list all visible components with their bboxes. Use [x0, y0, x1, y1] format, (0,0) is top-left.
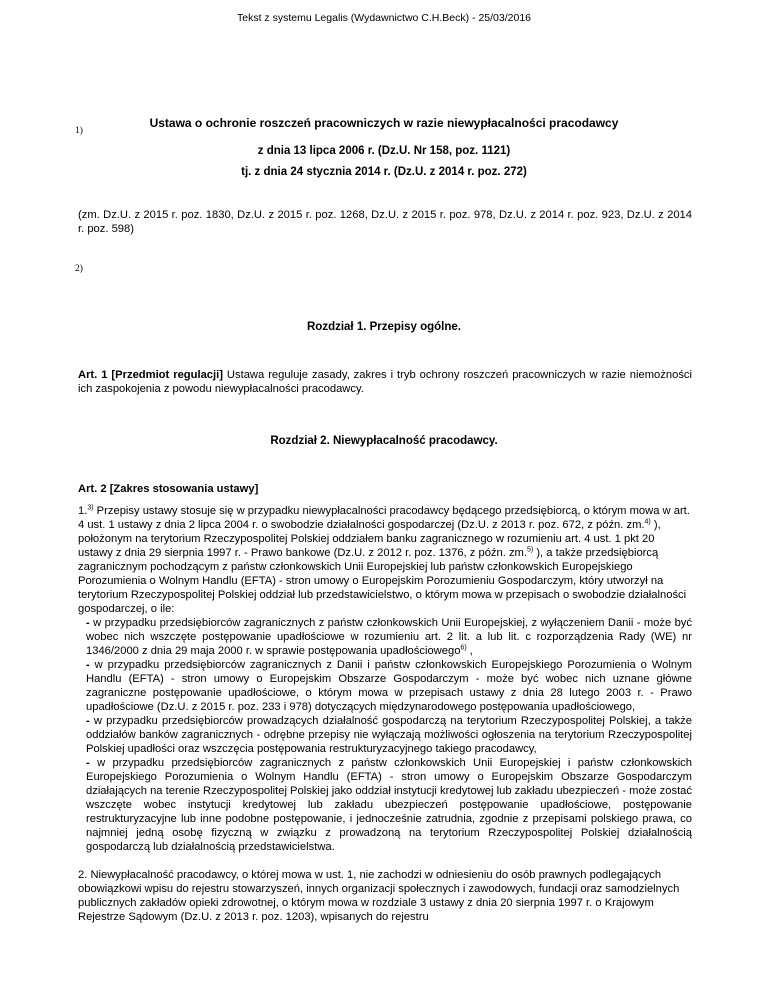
paragraph-text: Przepisy ustawy stosuje się w przypadku niewypłacalności pracodawcy będącego przedsiębiorcą, o którym mowa w art. 4 ust. 1 ustawy z dnia 2 lipca 2004 r. o swobodzie działalności gospodarczej (Dz.U. z 2013 r. poz. 672, z późn. zm. [78, 505, 690, 531]
article-1-label: Art. 1 [Przedmiot regulacji] [78, 369, 223, 381]
footnote-ref: 3) [87, 504, 94, 512]
paragraph-number: 1. [78, 505, 88, 517]
item-text: w przypadku przedsiębiorców prowadzących działalność gospodarczą na terytorium Rzeczypospolitej Polskiej, a także oddziałów banków zagranicznych - odrębne przepisy nie wyłączają możliwości ogłoszenia na terytorium Rzeczypospolitej Polskiej upadłości oraz wszczęcia postępowania restrukturyzacyjnego takiego pracodawcy, [86, 715, 692, 755]
dash-marker: - [86, 757, 90, 769]
page-header: Tekst z systemu Legalis (Wydawnictwo C.H.Beck) - 25/03/2016 [236, 12, 532, 24]
list-item [78, 658, 692, 714]
dash-marker: - [86, 659, 90, 671]
dash-marker: - [86, 617, 90, 629]
paragraph-text: ), a także przedsiębiorcą zagranicznym pochodzącym z państw członkowskich Unii Europejskiej lub państw członkowskich Europejskiego Porozumienia o Wolnym Handlu (EFTA) - stron umowy o Europejskim Porozumieniu Gospodarczym, który utworzył na terytorium Rzeczypospolitej Polskiej oddział lub przedstawicielstwo, o którym mowa w przepisach o swobodzie działalności gospodarczej, o ile: [78, 547, 687, 615]
article-2-paragraph-1 [78, 504, 692, 924]
article-2-paragraph-2: 2. Niewypłacalność pracodawcy, o której mowa w ust. 1, nie zachodzi w odniesieniu do osób prawnych podlegających obowiązkowi wpisu do rejestru stowarzyszeń, innych organizacji społecznych i zawodowych, fundacji oraz samodzielnych publicznych zakładów opieki zdrowotnej, o którym mowa w rozdziale 3 ustawy z dnia 20 sierpnia 1997 r. o Krajowym Rejestrze Sądowym (Dz.U. z 2013 r. poz. 1203), wpisanych do rejestru [78, 869, 680, 923]
item-text: w przypadku przedsiębiorców zagranicznych z państw członkowskich Unii Europejskiej, z wyłączeniem Danii - może być wobec nich wszczęte postępowanie upadłościowe w rozumieniu art. 2 lit. a lub lit. c rozporządzenia Rady (WE) nr 1346/2000 z dnia 29 maja 2000 r. w sprawie postępowania upadłościowego [86, 617, 692, 657]
chapter-2-heading: Rozdział 2. Niewypłacalność pracodawcy. [270, 435, 498, 447]
footnote-mark-1: 1) [75, 126, 83, 136]
amendments-list: (zm. Dz.U. z 2015 r. poz. 1830, Dz.U. z 2015 r. poz. 1268, Dz.U. z 2015 r. poz. 978, Dz.U. z 2014 r. poz. 923, Dz.U. z 2014 r. poz. 598) [78, 209, 692, 235]
list-item [78, 756, 692, 854]
act-consolidated-line: tj. z dnia 24 stycznia 2014 r. (Dz.U. z 2014 r. poz. 272) [241, 166, 527, 178]
item-text: , [466, 645, 473, 657]
article-1-text: Ustawa reguluje zasady, zakres i tryb ochrony roszczeń pracowniczych w razie niemożności ich zaspokojenia z powodu niewypłacalności pracodawcy. [78, 369, 692, 395]
list-item [78, 616, 692, 658]
item-list [78, 616, 692, 854]
item-text: w przypadku przedsiębiorców zagranicznych z Danii i państw członkowskich Europejskiego Porozumienia o Wolnym Handlu (EFTA) - stron umowy o Europejskim Obszarze Gospodarczym - może być wobec nich uznane główne zagraniczne postępowanie upadłościowe, o którym mowa w przepisach ustawy z dnia 28 lutego 2003 r. - Prawo upadłościowe (Dz.U. z 2015 r. poz. 233 i 978) dotyczących międzynarodowego postępowania upadłościowego, [86, 659, 692, 713]
item-text: w przypadku przedsiębiorców zagranicznych z państw członkowskich Unii Europejskiej i państw członkowskich Europejskiego Porozumienia o Wolnym Handlu (EFTA) - stron umowy o Europejskim Obszarze Gospodarczym działających na terenie Rzeczypospolitej Polskiej jako oddział instytucji kredytowej lub zakładu ubezpieczeń - może zostać wszczęte wobec instytucji kredytowej lub zakładu ubezpieczeń postępowanie upadłościowe, postępowanie restrukturyzacyjne lub inne podobne postępowanie, i jednocześnie zatrudnia, zgodnie z przepisami polskiego prawa, co najmniej jedną osobę fizyczną w związku z prowadzoną na terytorium Rzeczypospolitej Polskiej działalnością gospodarczą lub działalnością przedstawicielstwa. [86, 757, 692, 853]
footnote-ref: 5) [526, 546, 534, 554]
footnote-ref: 4) [644, 518, 651, 526]
act-title: Ustawa o ochronie roszczeń pracowniczych w razie niewypłacalności pracodawcy [149, 116, 619, 130]
footnote-mark-2: 2) [75, 264, 83, 274]
act-date-line: z dnia 13 lipca 2006 r. (Dz.U. Nr 158, poz. 1121) [257, 145, 511, 157]
article-1 [78, 368, 692, 396]
dash-marker: - [86, 715, 90, 727]
list-item [78, 714, 692, 756]
paragraph-text: ), położonym na terytorium Rzeczypospolitej Polskiej oddziałem banku zagranicznego w rozumieniu art. 4 ust. 1 pkt 20 ustawy z dnia 29 sierpnia 1997 r. - Prawo bankowe (Dz.U. z 2012 r. poz. 1376, z późn. zm. [78, 519, 661, 559]
chapter-1-heading: Rozdział 1. Przepisy ogólne. [306, 321, 461, 333]
article-2-label: Art. 2 [Zakres stosowania ustawy] [78, 483, 259, 495]
footnote-ref: 6) [460, 644, 467, 652]
